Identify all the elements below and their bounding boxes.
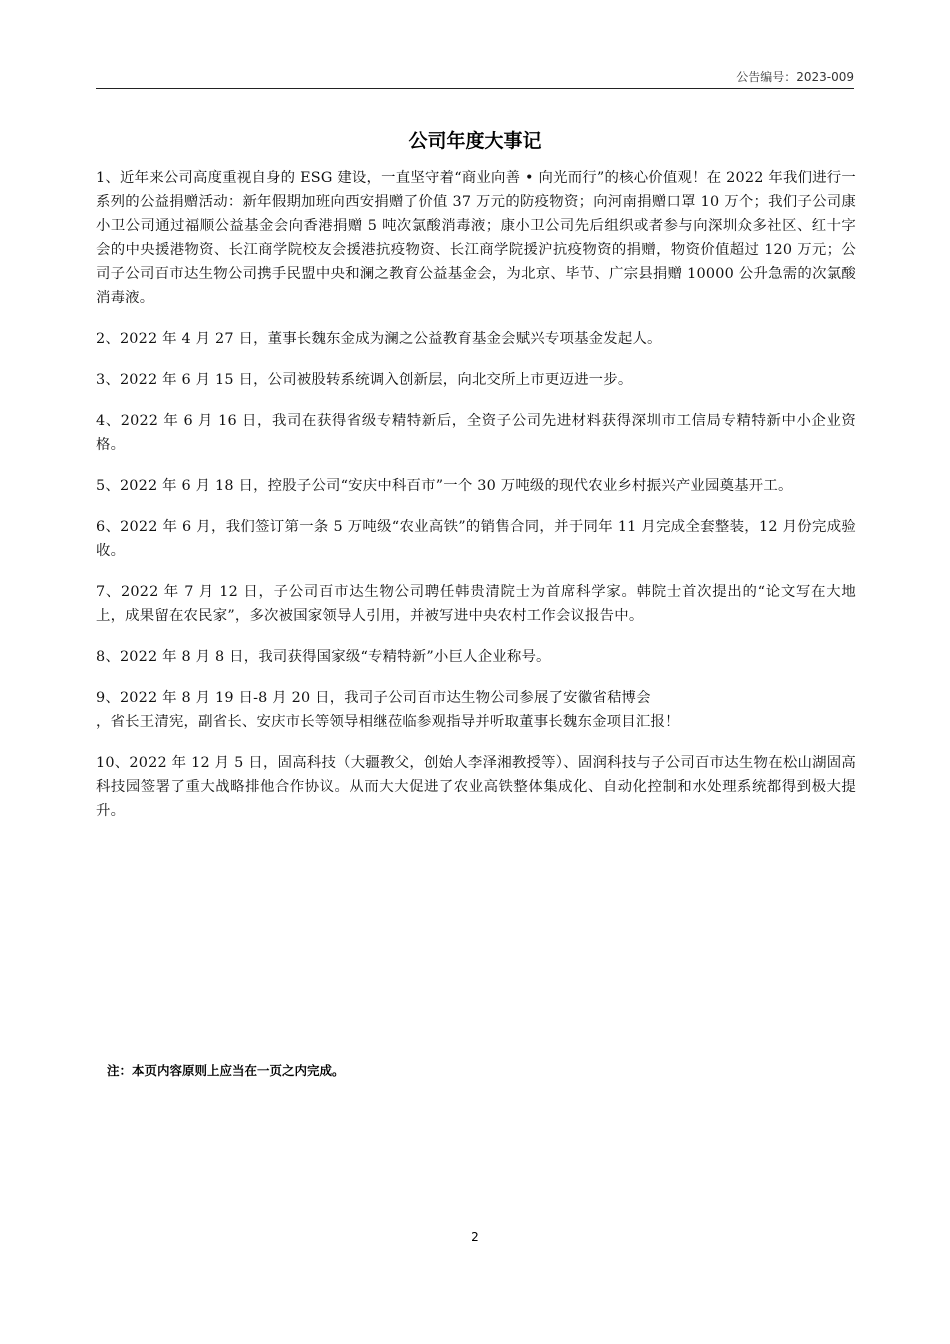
event-item-3: 3、2022 年 6 月 15 日，公司被股转系统调入创新层，向北交所上市更迈进一步。	[96, 372, 633, 388]
header-divider	[96, 88, 854, 89]
event-item-6: 6、2022 年 6 月，我们签订第一条 5 万吨级“农业高铁”的销售合同，并于同年 11 月完成全套整装，12 月份完成验收。	[96, 519, 856, 559]
event-item-9-line1: 9、2022 年 8 月 19 日-8 月 20 日，我司子公司百市达生物公司参展了安徽省秸博会	[96, 690, 651, 706]
event-item-8: 8、2022 年 8 月 8 日，我司获得国家级“专精特新”小巨人企业称号。	[96, 649, 551, 665]
event-item-4: 4、2022 年 6 月 16 日，我司在获得省级专精特新后，全资子公司先进材料获得深圳市工信局专精特新中小企业资格。	[96, 413, 856, 453]
event-item-5: 5、2022 年 6 月 18 日，控股子公司“安庆中科百市”一个 30 万吨级的现代农业乡村振兴产业园奠基开工。	[96, 478, 793, 494]
announcement-number: 公告编号：2023-009	[736, 70, 854, 84]
event-item-9-line2: ，省长王清宪，副省长、安庆市长等领导相继莅临参观指导并听取董事长魏东金项目汇报！	[96, 714, 680, 730]
event-item-2: 2、2022 年 4 月 27 日，董事长魏东金成为澜之公益教育基金会赋兴专项基金发起人。	[96, 331, 662, 347]
event-item-9	[96, 686, 856, 734]
event-item-1: 1、近年来公司高度重视自身的 ESG 建设，一直坚守着“商业向善 • 向光而行”的核心价值观！在 2022 年我们进行一系列的公益捐赠活动：新年假期加班向西安捐赠了价值 37 万元的防疫物资；向河南捐赠口罩 10 万个；我们子公司康小卫公司通过福顺公益基金会向香港捐赠 5 吨次氯酸消毒液；康小卫公司先后组织或者参与向深圳众多社区、红十字会的中央援港物资、长江商学院校友会援港抗疫物资、长江商学院援沪抗疫物资的捐赠，物资价值超过 120 万元；公司子公司百市达生物公司携手民盟中央和澜之教育公益基金会，为北京、毕节、广宗县捐赠 10000 公升急需的次氯酸消毒液。	[96, 170, 856, 306]
page-title: 公司年度大事记	[408, 130, 542, 152]
page-number: 2	[471, 1230, 479, 1244]
event-item-10: 10、2022 年 12 月 5 日，固高科技（大疆教父，创始人李泽湘教授等）、固润科技与子公司百市达生物在松山湖固高科技园签署了重大战略排他合作协议。从而大大促进了农业高铁整体集成化、自动化控制和水处理系统都得到极大提升。	[96, 755, 856, 819]
page-note: 注：本页内容原则上应当在一页之内完成。	[107, 1063, 345, 1078]
event-item-7: 7、2022 年 7 月 12 日，子公司百市达生物公司聘任韩贵清院士为首席科学家。韩院士首次提出的“论文写在大地上，成果留在农民家”，多次被国家领导人引用，并被写进中央农村工作会议报告中。	[96, 584, 856, 624]
event-list	[96, 166, 856, 840]
